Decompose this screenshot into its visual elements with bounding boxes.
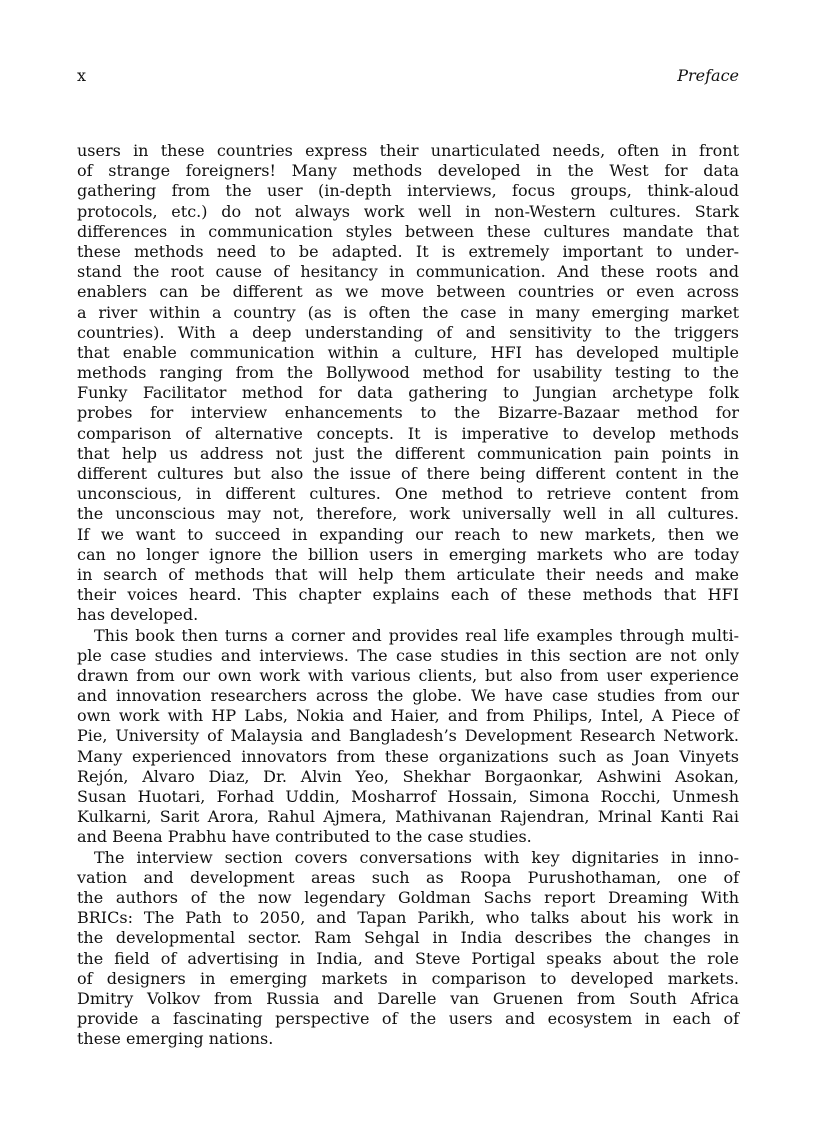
- text-line: Pie, University of Malaysia and Bangladesh’s Development Research Network.: [77, 726, 739, 746]
- text-line: the developmental sector. Ram Sehgal in India describes the changes in: [77, 928, 739, 948]
- text-line: Many experienced innovators from these organizations such as Joan Vinyets: [77, 746, 739, 766]
- text-line: the authors of the now legendary Goldman Sachs report Dreaming With: [77, 887, 739, 907]
- text-line: in search of methods that will help them articulate their needs and make: [77, 564, 739, 584]
- text-line: Kulkarni, Sarit Arora, Rahul Ajmera, Mathivanan Rajendran, Mrinal Kanti Rai: [77, 807, 739, 827]
- text-line: The interview section covers conversations with key dignitaries in inno-: [94, 847, 739, 867]
- text-line: probes for interview enhancements to the Bizarre-Bazaar method for: [77, 403, 739, 423]
- text-line: a river within a country (as is often the case in many emerging market: [77, 302, 739, 322]
- running-title: Preface: [677, 66, 739, 85]
- text-line: Rejón, Alvaro Diaz, Dr. Alvin Yeo, Shekhar Borgaonkar, Ashwini Asokan,: [77, 766, 739, 786]
- text-line: protocols, etc.) do not always work well in non-Western cultures. Stark: [77, 201, 739, 221]
- text-line: This book then turns a corner and provides real life examples through multi-: [94, 625, 739, 645]
- text-line: can no longer ignore the billion users in emerging markets who are today: [77, 544, 739, 564]
- page-number: x: [77, 66, 87, 85]
- text-line: countries). With a deep understanding of and sensitivity to the triggers: [77, 322, 739, 342]
- text-line: BRICs: The Path to 2050, and Tapan Parikh, who talks about his work in: [77, 908, 739, 928]
- text-line: own work with HP Labs, Nokia and Haier, and from Philips, Intel, A Piece of: [77, 706, 739, 726]
- text-line: gathering from the user (in-depth interviews, focus groups, think-aloud: [77, 181, 739, 201]
- text-line: their voices heard. This chapter explains each of these methods that HFI: [77, 585, 739, 605]
- text-line: Dmitry Volkov from Russia and Darelle van Gruenen from South Africa: [77, 988, 739, 1008]
- text-line: has developed.: [77, 605, 199, 625]
- text-line: Susan Huotari, Forhad Uddin, Mosharrof Hossain, Simona Rocchi, Unmesh: [77, 787, 739, 806]
- text-line: drawn from our own work with various clients, but also from user experience: [77, 665, 739, 685]
- body-text: [77, 141, 739, 1049]
- text-line: provide a fascinating perspective of the users and ecosystem in each of: [77, 1009, 739, 1029]
- text-line: these methods need to be adapted. It is extremely important to under-: [77, 241, 739, 261]
- text-line: different cultures but also the issue of there being different content in the: [77, 464, 739, 483]
- text-line: comparison of alternative concepts. It is imperative to develop methods: [77, 423, 739, 443]
- text-line: of designers in emerging markets in comparison to developed markets.: [77, 968, 739, 988]
- text-line: methods ranging from the Bollywood method for usability testing to the: [77, 363, 739, 383]
- text-line: users in these countries express their unarticulated needs, often in front: [77, 141, 739, 160]
- text-line: and Beena Prabhu have contributed to the case studies.: [77, 827, 532, 847]
- text-line: unconscious, in different cultures. One method to retrieve content from: [77, 484, 739, 504]
- text-line: enablers can be different as we move between countries or even across: [77, 282, 739, 302]
- text-line: vation and development areas such as Roopa Purushothaman, one of: [77, 867, 739, 887]
- text-line: differences in communication styles between these cultures mandate that: [77, 221, 739, 241]
- page-header: [77, 66, 739, 92]
- text-line: that help us address not just the different communication pain points in: [77, 443, 739, 463]
- text-line: stand the root cause of hesitancy in communication. And these roots and: [77, 262, 739, 282]
- text-line: the unconscious may not, therefore, work universally well in all cultures.: [77, 504, 739, 524]
- text-line: of strange foreigners! Many methods developed in the West for data: [77, 161, 739, 181]
- text-line: If we want to succeed in expanding our reach to new markets, then we: [77, 524, 739, 544]
- text-line: Funky Facilitator method for data gathering to Jungian archetype folk: [77, 383, 739, 403]
- text-line: that enable communication within a culture, HFI has developed multiple: [77, 342, 739, 362]
- text-line: these emerging nations.: [77, 1029, 274, 1049]
- text-line: and innovation researchers across the globe. We have case studies from our: [77, 686, 739, 706]
- text-line: the field of advertising in India, and Steve Portigal speaks about the role: [77, 948, 739, 968]
- text-line: ple case studies and interviews. The case studies in this section are not only: [77, 645, 739, 665]
